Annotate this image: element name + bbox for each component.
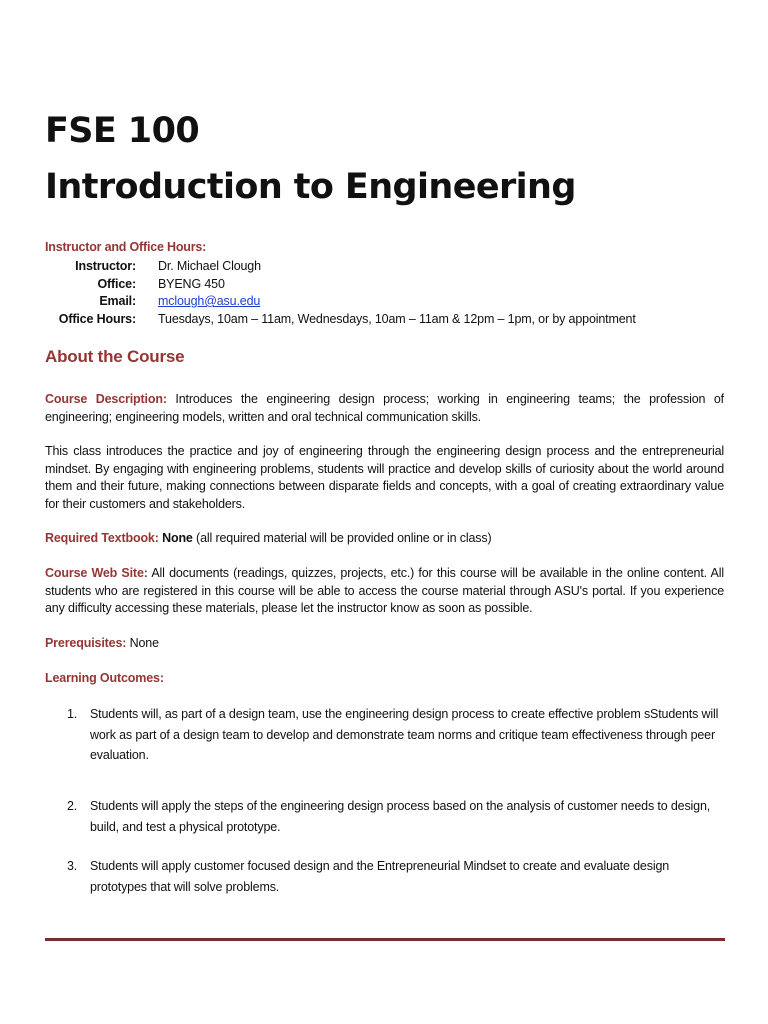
course-description-text: Introduces the engineering design process; working in engineering teams; the profession of engineering; engineering models, written and oral technical communication skills. (45, 392, 724, 424)
instructor-label: Instructor: (75, 259, 136, 273)
course-description-label: Course Description: (45, 392, 167, 406)
instructor-info-table (45, 258, 724, 328)
instructor-value: Dr. Michael Clough (158, 259, 261, 273)
outcome-text: Students will apply the steps of the engineering design process based on the analysis of customer needs to design, build, and test a physical prototype. (90, 799, 711, 834)
course-title: Introduction to Engineering (45, 167, 576, 207)
email-link[interactable]: mclough@asu.edu (158, 294, 261, 308)
course-code: FSE 100 (45, 111, 200, 151)
office-hours-label: Office Hours: (58, 311, 136, 326)
page-title (45, 103, 576, 215)
outcome-number: 3. (67, 859, 78, 873)
required-textbook (45, 530, 724, 548)
email-label: Email: (99, 294, 136, 308)
info-row-office (45, 276, 724, 294)
outcome-text: Students will, as part of a design team, use the engineering design process to create effective problem sStudents will work as part of a design team to develop and demonstrate team norms and critique team effectiveness through peer evaluation. (90, 707, 719, 762)
learning-outcomes-label: Learning Outcomes: (45, 671, 164, 685)
outcome-number: 1. (67, 707, 78, 721)
outcome-text: Students will apply customer focused design and the Entrepreneurial Mindset to create and evaluate design prototypes that will solve problems. (90, 859, 670, 894)
info-row-instructor (45, 258, 724, 276)
outcome-number: 2. (67, 799, 78, 813)
learning-outcomes-heading (45, 670, 724, 688)
office-hours-value: Tuesdays, 10am – 11am, Wednesdays, 10am – 11am & 12pm – 1pm, or by appointment (158, 311, 636, 326)
footer-divider (45, 938, 725, 941)
required-textbook-value: None (162, 531, 193, 545)
syllabus-page (45, 0, 724, 1024)
prerequisites (45, 635, 724, 653)
prerequisites-label: Prerequisites: (45, 636, 127, 650)
required-textbook-label: Required Textbook: (45, 531, 159, 545)
about-course-heading: About the Course (45, 347, 185, 366)
info-row-email (45, 293, 724, 311)
instructor-section-heading: Instructor and Office Hours: (45, 240, 207, 254)
course-web-site-label: Course Web Site: (45, 566, 148, 580)
prerequisites-text: None (126, 636, 159, 650)
office-value: BYENG 450 (158, 276, 225, 291)
course-web-site-text: All documents (readings, quizzes, projects, etc.) for this course will be available in the online content. All students who are registered in this course will be able to access the course material through ASU's portal. If you experience any difficulty accessing these materials, please let the instructor know as soon as possible. (45, 566, 724, 615)
office-label: Office: (97, 276, 136, 291)
course-intro-paragraph: This class introduces the practice and joy of engineering through the engineering design process and the entrepreneurial mindset. By engaging with engineering problems, students will practice and develop skills of curiosity about the world around them and their future, making connections between disparate fields and concepts, with a goal of creating extraordinary value for their customers and stakeholders. (45, 444, 724, 511)
required-textbook-note: (all required material will be provided online or in class) (192, 531, 492, 545)
info-row-office-hours (45, 311, 724, 329)
course-description (45, 391, 724, 426)
course-web-site (45, 565, 724, 618)
